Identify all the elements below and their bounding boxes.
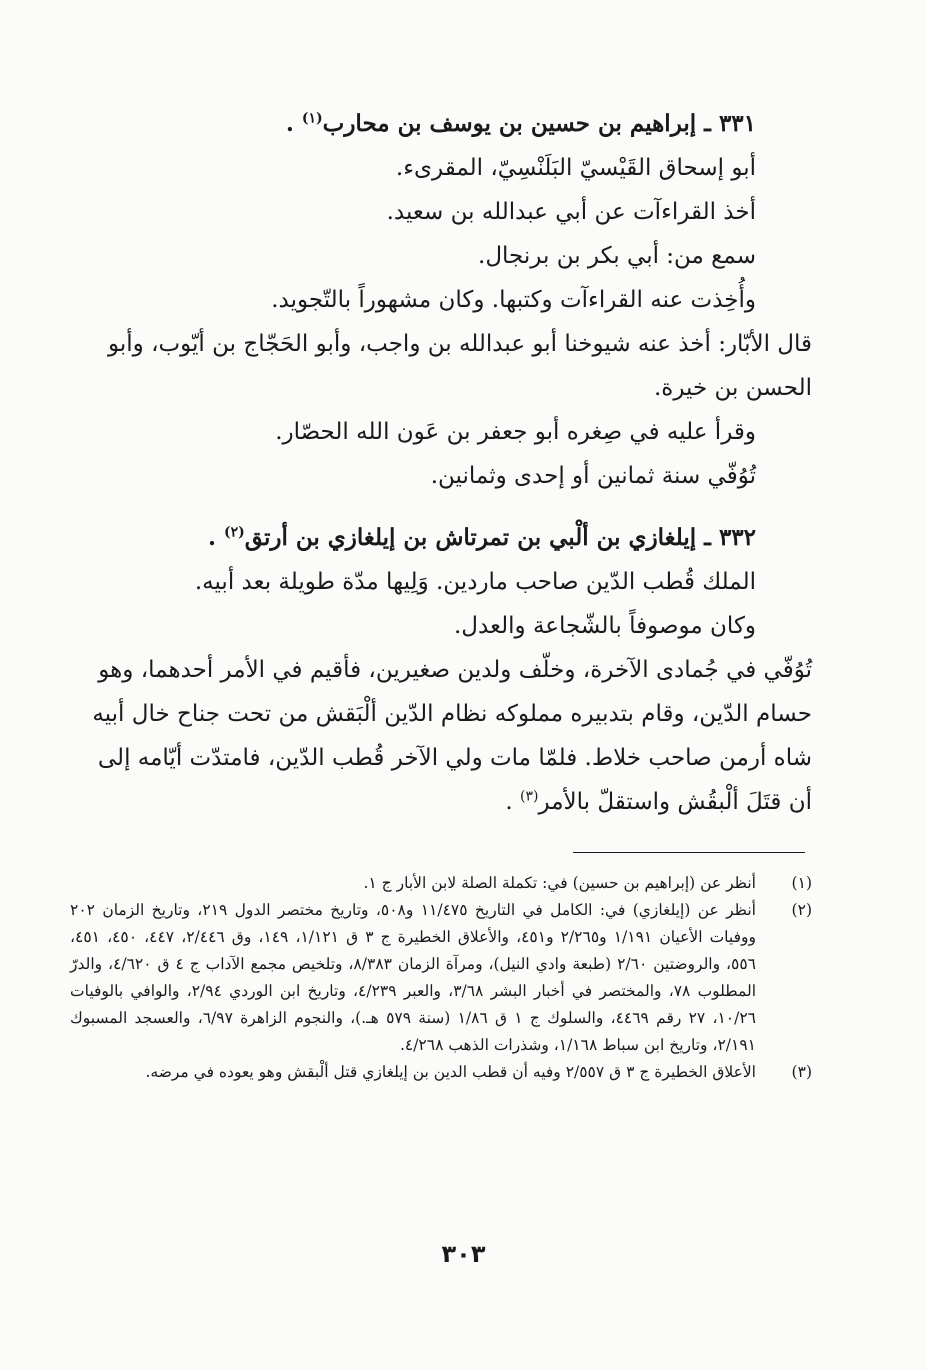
entry-title: ٣٣١ ـ إبراهيم بن حسين بن يوسف بن محارب <box>322 110 756 137</box>
footnote-number: (٢) <box>791 901 812 919</box>
paragraph: تُوُفّي سنة ثمانين أو إحدى وثمانين. <box>430 463 756 489</box>
paragraph: تُوُفّي في جُمادى الآخرة، وخلّف ولدين صغيرين، فأقيم في الأمر أحدهما، وهو حسام الدّين، وقام بتدبيره مملوكه نظام الدّين ألْبَقش من تحت جناح خال أبيه شاه أرمن صاحب خلاط. فلمّا مات ولي الآخر قُطب الدّين، فامتدّت أيّامه إلى أن قتَلَ ألْبقُش واستقلّ بالأمر$^{(٣)}$ . <box>92 657 812 815</box>
paragraph: قال الأبّار: أخذ عنه شيوخنا أبو عبدالله بن واجب، وأبو الحَجّاج بن أيّوب، وأبو الحسن بن خيرة. <box>107 331 812 401</box>
footnote-ref: (٢) <box>224 524 245 541</box>
main-text <box>70 102 812 824</box>
footnote-text: الأعلاق الخطيرة ج ٣ ق ٢/٥٥٧ وفيه أن قطب الدين بن إيلغازي قتل ألْبقش وهو يعوده في مرضه. <box>145 1063 756 1081</box>
footnote <box>70 870 812 897</box>
paragraph: أبو إسحاق القَيْسيّ البَلَنْسِيّ، المقرىء. <box>395 155 756 181</box>
footnote <box>70 897 812 1059</box>
footnotes <box>70 870 812 1086</box>
page-number: ٣٠٣ <box>441 1240 486 1268</box>
entry-heading: ٣٣٢ ـ إيلغازي بن ألْبي بن تمرتاش بن إيلغازي بن أرتق$^{(٢)}$ . <box>207 524 756 551</box>
footnote-divider <box>573 852 805 853</box>
paragraph: سمع من: أبي بكر بن برنجال. <box>478 243 756 269</box>
footnote-text: أنظر عن (إبراهيم بن حسين) في: تكملة الصلة لابن الأبار ج ١. <box>363 874 756 892</box>
paragraph: وكان موصوفاً بالشّجاعة والعدل. <box>453 613 756 639</box>
footnote-ref: (١) <box>301 110 323 127</box>
entry-title: ٣٣٢ ـ إيلغازي بن ألْبي بن تمرتاش بن إيلغازي بن أرتق <box>244 524 756 551</box>
paragraph: الملك قُطب الدّين صاحب ماردين. وَلِيها مدّة طويلة بعد أبيه. <box>194 569 756 595</box>
paragraph: وقرأ عليه في صِغره أبو جعفر بن عَون الله الحصّار. <box>275 419 756 445</box>
footnote-text: أنظر عن (إيلغازي) في: الكامل في التاريخ ١١/٤٧٥ و٥٠٨، وتاريخ مختصر الدول ٢١٩، وتاريخ الزمان ٢٠٢ ووفيات الأعيان ١/١٩١ و٢/٢٦٥ و٤٥١، والأعلاق الخطيرة ج ٣ ق ١/١٢١، ١٤٩، وق ٢/٤٤٦، ٤٤٧، ٤٥٠، ٤٥١، ٥٥٦، والروضتين ٢/٦٠ (طبعة وادي النيل)، ومرآة الزمان ٨/٣٨٣، وتلخيص مجمع الآداب ج ٤ ق ٤/٦٢٠، والدرّ المطلوب ٧٨، والمختصر في أخبار البشر ٣/٦٨، والعبر ٤/٢٣٩، وتاريخ ابن الوردي ٢/٩٤، والوافي بالوفيات ١٠/٢٦، ٢٧ رقم ٤٤٦٩، والسلوك ج ١ ق ١/٨٦ (سنة ٥٧٩ هـ.)، والنجوم الزاهرة ٦/٩٧، والعسجد المسبوك ٢/١٩١، وتاريخ ابن سباط ١/١٦٨، وشذرات الذهب ٤/٢٦٨. <box>70 901 757 1054</box>
entry-heading: ٣٣١ ـ إبراهيم بن حسين بن يوسف بن محارب$^{(١)}$ . <box>285 110 756 137</box>
paragraph-text: تُوُفّي في جُمادى الآخرة، وخلّف ولدين صغيرين، فأقيم في الأمر أحدهما، وهو حسام الدّين، وقام بتدبيره مملوكه نظام الدّين ألْبَقش من تحت جناح خال أبيه شاه أرمن صاحب خلاط. فلمّا مات ولي الآخر قُطب الدّين، فامتدّت أيّامه إلى أن قتَلَ ألْبقُش واستقلّ بالأمر <box>92 657 812 815</box>
paragraph: وأُخِذت عنه القراءآت وكتبها. وكان مشهوراً بالتّجويد. <box>271 287 756 313</box>
spacer <box>70 498 812 516</box>
paragraph: أخذ القراءآت عن أبي عبدالله بن سعيد. <box>386 199 756 225</box>
footnote <box>70 1059 812 1086</box>
footnote-number: (١) <box>791 874 812 892</box>
footnote-ref: (٣) <box>520 788 539 805</box>
footnote-number: (٣) <box>791 1063 812 1081</box>
